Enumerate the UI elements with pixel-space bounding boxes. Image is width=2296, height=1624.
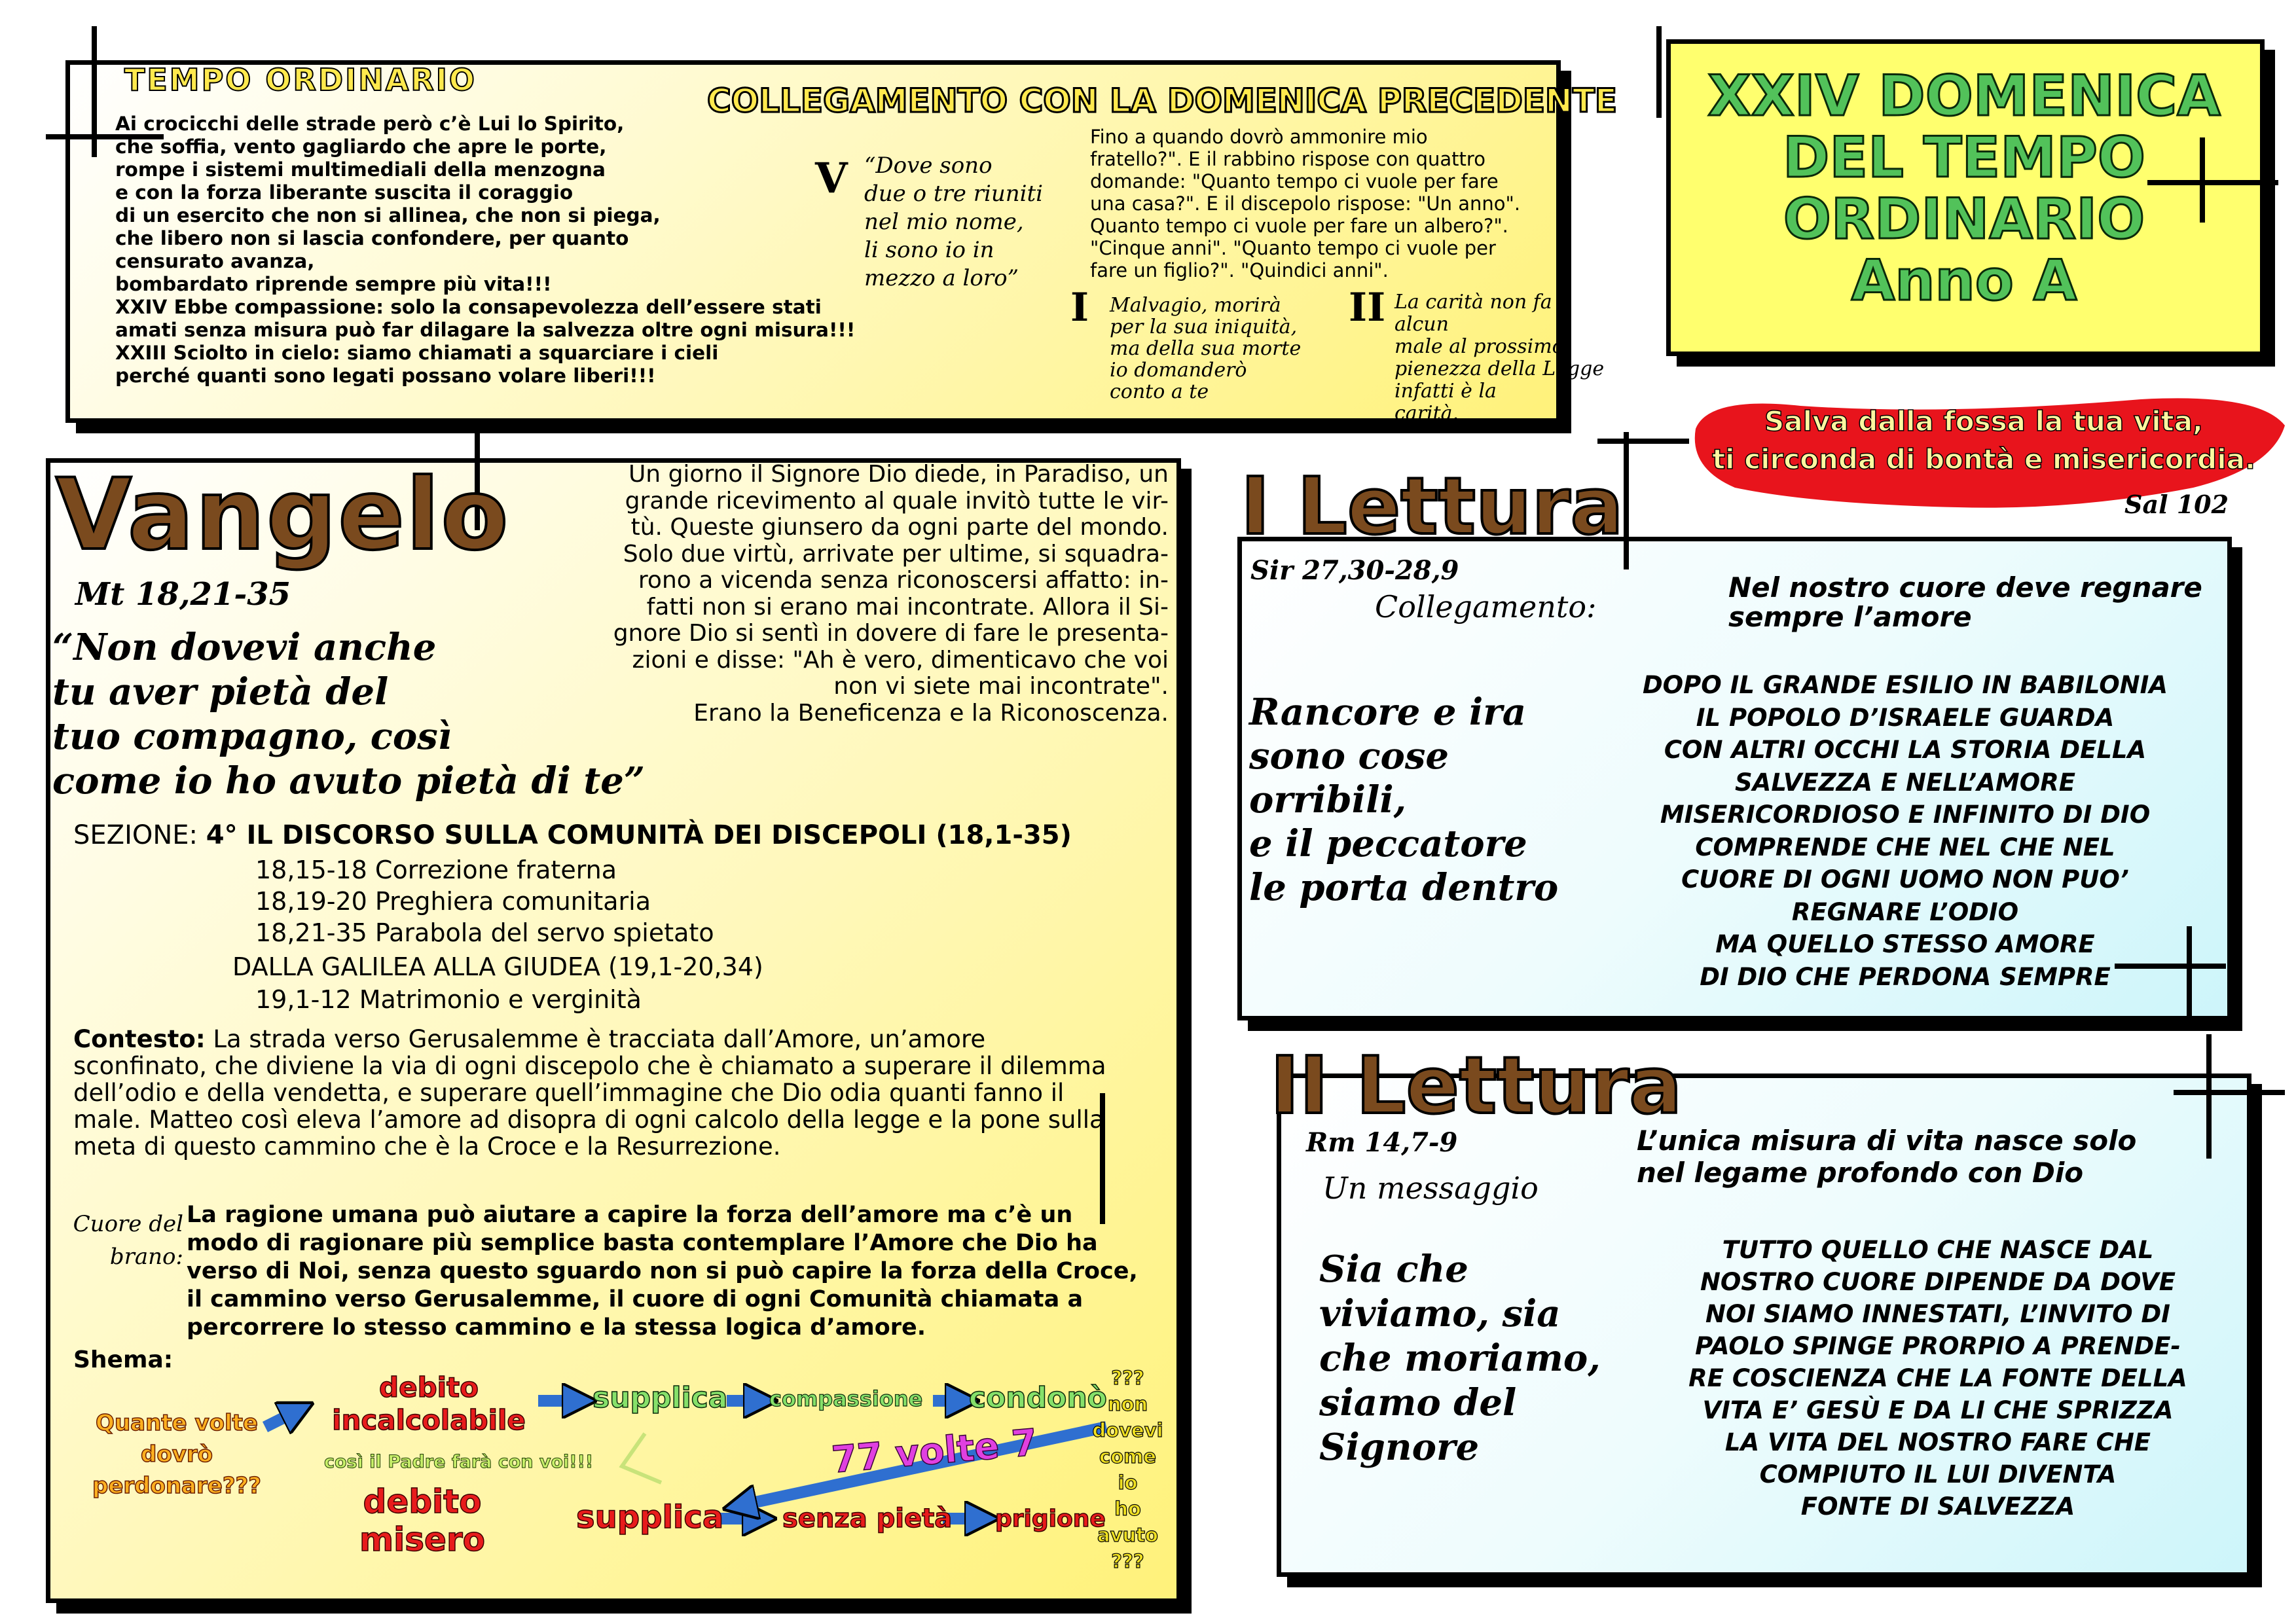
- vangelo-quote: “Non dovevi anche tu aver pietà del tuo compagno, così come io ho avuto pietà di te”: [52, 626, 646, 803]
- contesto-text: La strada verso Gerusalemme è tracciata dall’Amore, un’amore sconfinato, che diviene la via di ogni discepolo che è chiamato a superare il dilemma dell’odio e della vendetta, e superare quell’immagine che Dio odia quanti fanno il male. Matteo così eleva l’amore ad disopra di ogni calcolo della legge e la pone sulla meta di questo cammino che è la Croce e la Resurrezione.: [73, 1025, 1106, 1161]
- shema-77-volte: 77 volte 7: [829, 1421, 1040, 1482]
- v-letter: V: [815, 154, 848, 203]
- corner-line: [1597, 439, 1689, 444]
- lettura1-body: DOPO IL GRANDE ESILIO IN BABILONIA IL POPOLO D’ISRAELE GUARDA CON ALTRI OCCHI LA STORIA DELLA SALVEZZA E NELL’AMORE MISERICORDIOSO E INFINITO DI DIO COMPRENDE CHE NEL CHE NEL CUORE DI OGNI UOMO NON PUO’ REGNARE L’ODIO MA QUELLO STESSO AMORE DI DIO CHE PERDONA SEMPRE: [1642, 671, 2168, 991]
- galilea-title: DALLA GALILEA ALLA GIUDEA (19,1-20,34): [232, 952, 763, 981]
- shema-question: Quante volte dovrò perdonare???: [92, 1410, 261, 1499]
- corner-line: [1624, 432, 1629, 569]
- vangelo-ref: Mt 18,21-35: [75, 576, 291, 613]
- shema-supplica-1: supplica: [592, 1381, 728, 1415]
- contesto-label: Contesto:: [73, 1025, 206, 1053]
- shema-debito-misero: debito misero: [359, 1483, 485, 1559]
- v-quote: “Dove sono due o tre riuniti nel mio nome, li sono io in mezzo a loro”: [864, 153, 1044, 291]
- cuore-text: La ragione umana può aiutare a capire la forza dell’amore ma c’è un modo di ragionare più semplice basta contemplare l’Amore che Dio ha verso di Noi, senza questo sguardo non si può capire la forza della Croce, il cammino verso Gerusalemme, il cuore di ogni Comunità chiamata a percorrere lo stesso cammino e la stessa logica d’amore.: [187, 1202, 1138, 1341]
- sezione-title: 4° IL DISCORSO SULLA COMUNITÀ DEI DISCEPOLI (18,1-35): [206, 820, 1072, 850]
- galilea-item: 19,1-12 Matrimonio e verginità: [255, 985, 642, 1014]
- lettura2-msg: L’unica misura di vita nasce solo nel legame profondo con Dio: [1637, 1125, 2137, 1189]
- lettura1-heading: I Lettura: [1241, 461, 1624, 552]
- shema-compassione: compassione: [769, 1386, 923, 1411]
- page-title: XXIV DOMENICA DEL TEMPO ORDINARIO Anno A: [1707, 63, 2221, 314]
- lettura2-quote: Sia che viviamo, sia che moriamo, siamo del Signore: [1319, 1248, 1601, 1469]
- shema-non-dovevi: ??? non dovevi come io ho avuto ???: [1092, 1367, 1163, 1572]
- sezione-item: 18,21-35 Parabola del servo spietato: [255, 918, 714, 947]
- vangelo-story: Un giorno il Signore Dio diede, in Paradiso, un grande ricevimento al quale invitò tutte le vir- tù. Queste giunsero da ogni parte del mondo. Solo due virtù, arrivate per ultime, si squadra- rono a vicenda senza riconoscersi affatto: in- fatti non si erano mai incontrate. Allora il Si- gnore Dio si sentì in dovere di fare le presenta- zioni e disse: "Ah è vero, dimenticavo che voi non vi siete mai incontrate". Erano la Beneficenza e la Riconoscenza.: [613, 461, 1169, 727]
- corner-line: [2174, 1090, 2285, 1095]
- shema-debito-incalcolabile: debito incalcolabile: [332, 1371, 526, 1436]
- rabbi-text: Fino a quando dovrò ammonire mio fratello?". E il rabbino rispose con quattro domande: "Quanto tempo ci vuole per fare una casa?". E il discepolo rispose: "Un anno". Quanto tempo ci vuole per fare un albero?". "Cinque anni". "Quanto tempo ci vuole per fare un figlio?". "Quindici anni".: [1090, 126, 1521, 281]
- reading-2-excerpt: La carità non fa alcun male al prossimo: pienezza della Legge infatti è la carità.: [1394, 291, 1605, 425]
- salmo-text: Salva dalla fossa la tua vita, ti circonda di bontà e misericordia.: [1712, 405, 2255, 475]
- sezione-item: 18,19-20 Preghiera comunitaria: [255, 887, 651, 916]
- vangelo-heading: Vangelo: [56, 458, 510, 572]
- lettura2-body: TUTTO QUELLO CHE NASCE DAL NOSTRO CUORE DIPENDE DA DOVE NOI SIAMO INNESTATI, L’INVITO DI PAOLO SPINGE PRORPIO A PRENDE- RE COSCIENZA CHE LA FONTE DELLA VITA E’ GESÙ E DA LI CHE SPRIZZA LA VITA DEL NOSTRO FARE CHE COMPIUTO IL LUI DIVENTA FONTE DI SALVEZZA: [1688, 1236, 2187, 1521]
- reading-1-excerpt: Malvagio, morirà per la sua iniquità, ma della sua morte io domanderò conto a te: [1110, 294, 1302, 403]
- shema-condono: condonò: [969, 1381, 1107, 1415]
- lettura1-colleg-label: Collegamento:: [1375, 589, 1597, 624]
- lettura1-quote: Rancore e ira sono cose orribili, e il peccatore le porta dentro: [1249, 691, 1559, 909]
- salmo-ref: Sal 102: [2124, 490, 2229, 519]
- link-title: COLLEGAMENTO CON LA DOMENICA PRECEDENTE: [707, 82, 1618, 120]
- lettura2-msg-label: Un messaggio: [1322, 1170, 1539, 1206]
- shema-prigione: prigione: [995, 1506, 1106, 1532]
- lettura1-ref: Sir 27,30-28,9: [1250, 555, 1459, 586]
- lettura1-colleg: Nel nostro cuore deve regnare sempre l’amore: [1728, 571, 2202, 633]
- shema-supplica-2: supplica: [576, 1499, 724, 1536]
- section-tag: TEMPO ORDINARIO: [124, 62, 477, 98]
- shema-padre: così il Padre farà con voi!!!: [324, 1452, 594, 1472]
- cuore-label: Cuore del brano:: [73, 1211, 183, 1270]
- reading-1-mark: I: [1070, 285, 1089, 331]
- previous-sundays: XXIV Ebbe compassione: solo la consapevolezza dell’essere stati amati senza misura può far dilagare la salvezza oltre ogni misura!!! XXIII Sciolto in cielo: siamo chiamati a squarciare i cieli perché quanti sono legati possano volare liberi!!!: [115, 296, 856, 387]
- shema-senza-pieta: senza pietà: [782, 1504, 953, 1534]
- lettura2-ref: Rm 14,7-9: [1306, 1127, 1458, 1158]
- lettura2-heading: II Lettura: [1270, 1041, 1683, 1132]
- sezione-label: SEZIONE:: [73, 820, 198, 850]
- intro-text: Ai crocicchi delle strade però c’è Lui lo Spirito, che soffia, vento gagliardo che apre le porte, rompe i sistemi multimediali della menzogna e con la forza liberante suscita il coraggio di un esercito che non si allinea, che non si piega, che libero non si lascia confondere, per quanto censurato avanza, bombardato riprende sempre più vita!!!: [115, 113, 661, 295]
- sezione-item: 18,15-18 Correzione fraterna: [255, 856, 617, 884]
- shema-label: Shema:: [73, 1346, 173, 1373]
- reading-2-mark: II: [1349, 285, 1386, 331]
